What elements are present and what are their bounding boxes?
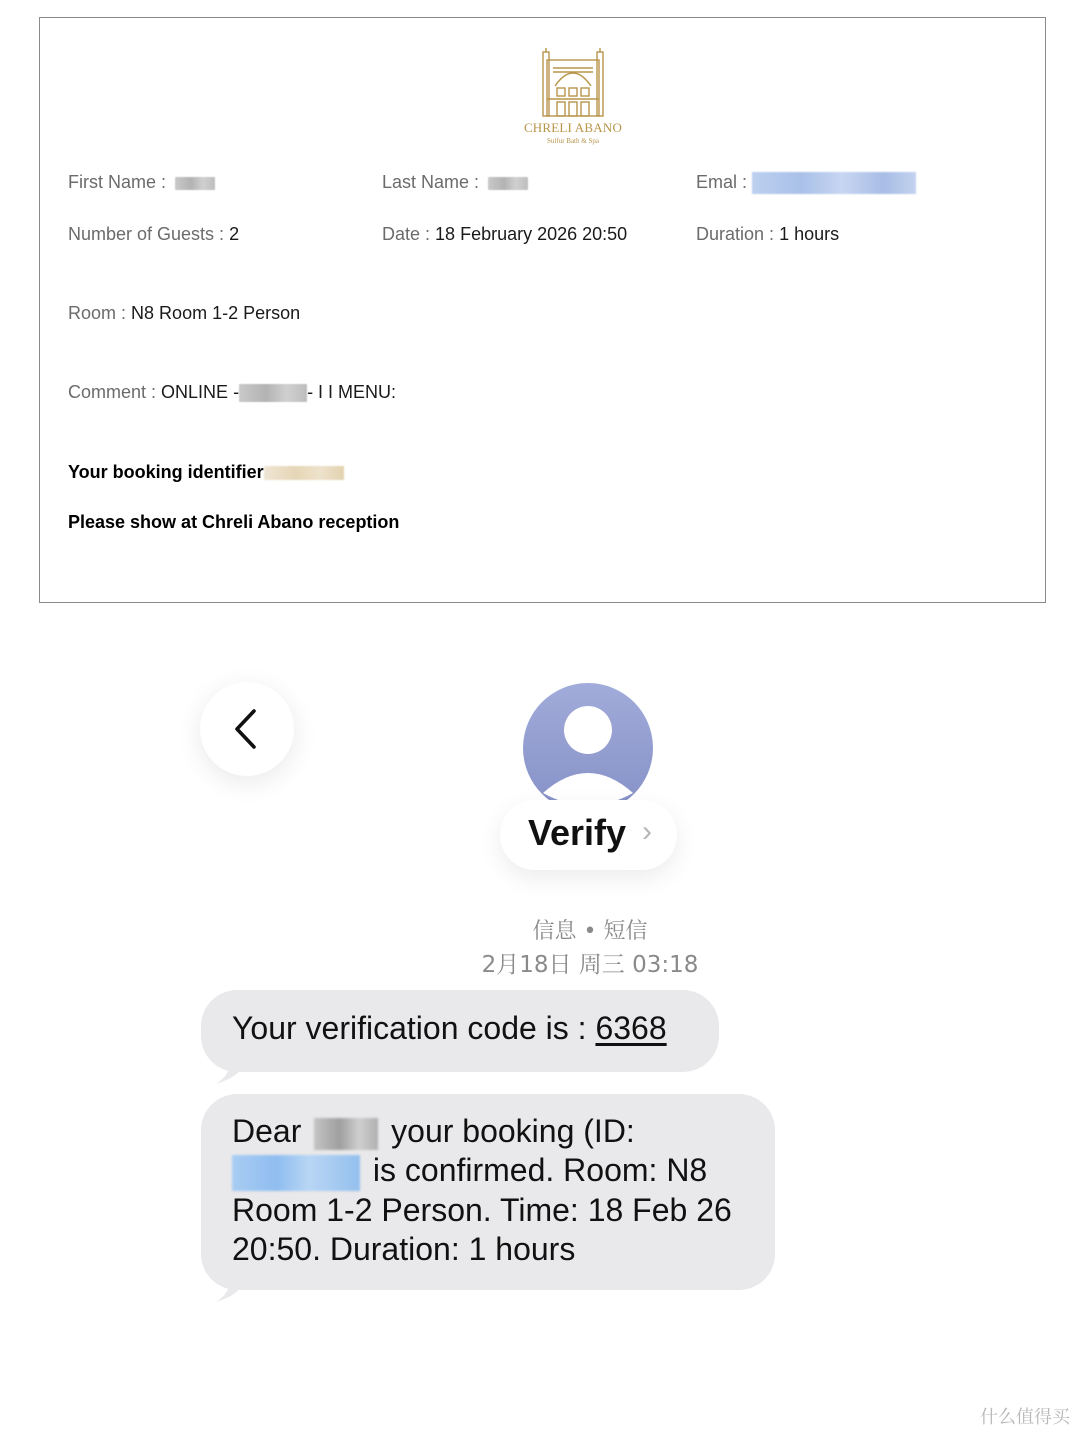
comment-field: [68, 381, 396, 403]
message-dear: Dear: [232, 1113, 302, 1149]
last-name-redacted: [488, 177, 528, 190]
last-name-label: Last Name :: [382, 172, 480, 192]
first-name-field: [68, 171, 215, 193]
sender-name: Verify: [528, 812, 627, 853]
person-icon: [523, 683, 653, 813]
room-value: N8 Room 1-2 Person: [131, 303, 301, 323]
verification-code-bubble[interactable]: [201, 990, 719, 1072]
booking-identifier-field: [68, 461, 344, 483]
chevron-left-icon: [232, 708, 258, 750]
verification-code-text: Your verification code is :: [232, 1010, 587, 1046]
guests-value: 2: [229, 224, 240, 244]
sender-name-button[interactable]: [500, 800, 677, 870]
first-name-label: First Name :: [68, 172, 167, 192]
date-field: [382, 223, 627, 245]
message-line-2: [232, 1151, 775, 1191]
booking-identifier-redacted: [264, 466, 344, 480]
sms-timestamp: 2月18日 周三 03:18: [481, 952, 699, 978]
email-field: [696, 171, 916, 194]
booking-identifier-label: Your booking identifier: [68, 462, 264, 482]
message-line-3: Room 1-2 Person. Time: 18 Feb 26: [232, 1191, 732, 1228]
building-logo-icon: [541, 46, 605, 118]
watermark: 什么值得买: [980, 1407, 1070, 1428]
comment-suffix: - I I MENU:: [307, 382, 397, 402]
reception-note: Please show at Chreli Abano reception: [68, 512, 400, 532]
room-field: [68, 302, 300, 324]
chreli-abano-logo: [510, 46, 636, 164]
comment-prefix: ONLINE -: [161, 382, 240, 402]
date-label: Date :: [382, 224, 431, 244]
message-id-redacted: [232, 1155, 360, 1191]
sender-avatar[interactable]: [523, 683, 653, 813]
verification-code-value[interactable]: 6368: [595, 1010, 667, 1046]
comment-label: Comment :: [68, 382, 157, 402]
message-name-redacted: [314, 1118, 378, 1150]
bubble-tail: [215, 1274, 245, 1302]
email-label: Emal :: [696, 172, 748, 192]
message-part-2: is confirmed. Room: N8: [372, 1152, 708, 1188]
date-value: 18 February 2026 20:50: [435, 224, 628, 244]
email-redacted: [752, 172, 916, 194]
back-button[interactable]: [200, 682, 294, 776]
logo-name: CHRELI ABANO: [523, 120, 623, 135]
first-name-redacted: [175, 177, 215, 190]
guests-label: Number of Guests :: [68, 224, 225, 244]
guests-field: [68, 223, 239, 245]
room-label: Room :: [68, 303, 127, 323]
booking-confirmation-card: [39, 17, 1046, 603]
logo-tagline: Sulfur Bath & Spa: [547, 137, 599, 145]
duration-field: [696, 223, 839, 245]
message-line-1: [232, 1112, 775, 1151]
message-line-4: 20:50. Duration: 1 hours: [232, 1230, 576, 1267]
sms-channel-label: 信息 • 短信: [532, 919, 648, 944]
last-name-field: [382, 171, 528, 193]
message-part-1: your booking (ID:: [391, 1113, 635, 1149]
duration-value: 1 hours: [779, 224, 840, 244]
bubble-tail: [215, 1056, 245, 1084]
duration-label: Duration :: [696, 224, 775, 244]
booking-confirmation-bubble[interactable]: [201, 1094, 775, 1290]
chevron-right-icon: ›: [642, 815, 652, 848]
comment-redacted: [239, 384, 307, 402]
